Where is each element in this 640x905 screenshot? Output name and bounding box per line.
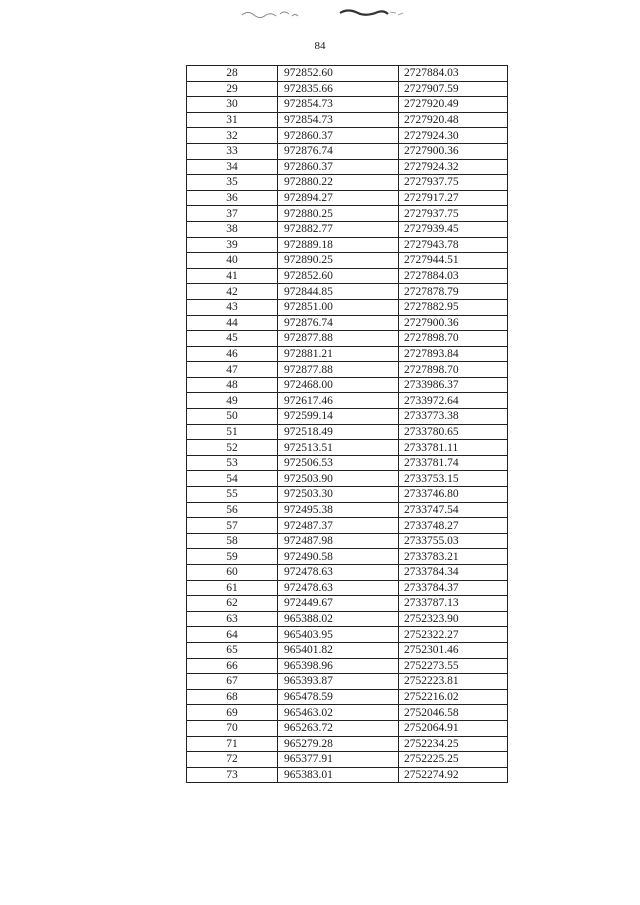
- table-row: [187, 705, 508, 721]
- table-row: [187, 424, 508, 440]
- table-row: [187, 253, 508, 269]
- point-number-cell: 62: [187, 596, 278, 612]
- table-row: [187, 315, 508, 331]
- point-number-cell: 28: [187, 66, 278, 82]
- point-number-cell: 58: [187, 533, 278, 549]
- y-coordinate-cell: 2733780.65: [399, 424, 508, 440]
- x-coordinate-cell: 972889.18: [278, 237, 399, 253]
- x-coordinate-cell: 965263.72: [278, 720, 399, 736]
- point-number-cell: 65: [187, 642, 278, 658]
- table-row: [187, 221, 508, 237]
- y-coordinate-cell: 2733753.15: [399, 471, 508, 487]
- table-row: [187, 112, 508, 128]
- table-row: [187, 642, 508, 658]
- point-number-cell: 68: [187, 689, 278, 705]
- x-coordinate-cell: 972894.27: [278, 190, 399, 206]
- y-coordinate-cell: 2727924.30: [399, 128, 508, 144]
- y-coordinate-cell: 2727898.70: [399, 362, 508, 378]
- table-row: [187, 143, 508, 159]
- x-coordinate-cell: 972854.73: [278, 112, 399, 128]
- x-coordinate-cell: 965398.96: [278, 658, 399, 674]
- table-row: [187, 580, 508, 596]
- x-coordinate-cell: 972468.00: [278, 377, 399, 393]
- table-row: [187, 128, 508, 144]
- x-coordinate-cell: 965279.28: [278, 736, 399, 752]
- y-coordinate-cell: 2752046.58: [399, 705, 508, 721]
- y-coordinate-cell: 2727920.48: [399, 112, 508, 128]
- y-coordinate-cell: 2733747.54: [399, 502, 508, 518]
- y-coordinate-cell: 2733773.38: [399, 409, 508, 425]
- x-coordinate-cell: 972513.51: [278, 440, 399, 456]
- x-coordinate-cell: 972490.58: [278, 549, 399, 565]
- table-row: [187, 487, 508, 503]
- point-number-cell: 35: [187, 175, 278, 191]
- table-row: [187, 471, 508, 487]
- y-coordinate-cell: 2727893.84: [399, 346, 508, 362]
- x-coordinate-cell: 965403.95: [278, 627, 399, 643]
- x-coordinate-cell: 972503.30: [278, 487, 399, 503]
- x-coordinate-cell: 965393.87: [278, 674, 399, 690]
- y-coordinate-cell: 2727924.32: [399, 159, 508, 175]
- table-row: [187, 331, 508, 347]
- x-coordinate-cell: 972876.74: [278, 143, 399, 159]
- point-number-cell: 36: [187, 190, 278, 206]
- y-coordinate-cell: 2752323.90: [399, 611, 508, 627]
- table-row: [187, 565, 508, 581]
- y-coordinate-cell: 2727937.75: [399, 175, 508, 191]
- point-number-cell: 43: [187, 299, 278, 315]
- y-coordinate-cell: 2733783.21: [399, 549, 508, 565]
- y-coordinate-cell: 2752301.46: [399, 642, 508, 658]
- x-coordinate-cell: 972880.25: [278, 206, 399, 222]
- table-row: [187, 237, 508, 253]
- x-coordinate-cell: 972852.60: [278, 66, 399, 82]
- page-number: 84: [314, 40, 326, 52]
- x-coordinate-cell: 972599.14: [278, 409, 399, 425]
- table-row: [187, 720, 508, 736]
- table-row: [187, 81, 508, 97]
- table-row: [187, 159, 508, 175]
- table-row: [187, 596, 508, 612]
- x-coordinate-cell: 972880.22: [278, 175, 399, 191]
- point-number-cell: 60: [187, 565, 278, 581]
- point-number-cell: 49: [187, 393, 278, 409]
- table-row: [187, 66, 508, 82]
- x-coordinate-cell: 972890.25: [278, 253, 399, 269]
- table-row: [187, 658, 508, 674]
- point-number-cell: 73: [187, 767, 278, 783]
- x-coordinate-cell: 972503.90: [278, 471, 399, 487]
- point-number-cell: 31: [187, 112, 278, 128]
- y-coordinate-cell: 2727917.27: [399, 190, 508, 206]
- y-coordinate-cell: 2752273.55: [399, 658, 508, 674]
- y-coordinate-cell: 2733784.37: [399, 580, 508, 596]
- x-coordinate-cell: 972844.85: [278, 284, 399, 300]
- point-number-cell: 67: [187, 674, 278, 690]
- x-coordinate-cell: 965383.01: [278, 767, 399, 783]
- y-coordinate-cell: 2727943.78: [399, 237, 508, 253]
- x-coordinate-cell: 965388.02: [278, 611, 399, 627]
- point-number-cell: 48: [187, 377, 278, 393]
- point-number-cell: 38: [187, 221, 278, 237]
- table-row: [187, 767, 508, 783]
- point-number-cell: 41: [187, 268, 278, 284]
- point-number-cell: 69: [187, 705, 278, 721]
- point-number-cell: 30: [187, 97, 278, 113]
- point-number-cell: 71: [187, 736, 278, 752]
- point-number-cell: 63: [187, 611, 278, 627]
- table-row: [187, 611, 508, 627]
- y-coordinate-cell: 2727937.75: [399, 206, 508, 222]
- y-coordinate-cell: 2733781.11: [399, 440, 508, 456]
- table-row: [187, 518, 508, 534]
- y-coordinate-cell: 2733784.34: [399, 565, 508, 581]
- y-coordinate-cell: 2727920.49: [399, 97, 508, 113]
- y-coordinate-cell: 2727882.95: [399, 299, 508, 315]
- point-number-cell: 61: [187, 580, 278, 596]
- point-number-cell: 37: [187, 206, 278, 222]
- point-number-cell: 54: [187, 471, 278, 487]
- table-row: [187, 299, 508, 315]
- y-coordinate-cell: 2733986.37: [399, 377, 508, 393]
- x-coordinate-cell: 972854.73: [278, 97, 399, 113]
- point-number-cell: 66: [187, 658, 278, 674]
- x-coordinate-cell: 972881.21: [278, 346, 399, 362]
- table-row: [187, 362, 508, 378]
- point-number-cell: 51: [187, 424, 278, 440]
- point-number-cell: 59: [187, 549, 278, 565]
- y-coordinate-cell: 2727884.03: [399, 66, 508, 82]
- x-coordinate-cell: 972877.88: [278, 331, 399, 347]
- point-number-cell: 44: [187, 315, 278, 331]
- table-row: [187, 455, 508, 471]
- point-number-cell: 57: [187, 518, 278, 534]
- point-number-cell: 64: [187, 627, 278, 643]
- point-number-cell: 70: [187, 720, 278, 736]
- y-coordinate-cell: 2727884.03: [399, 268, 508, 284]
- point-number-cell: 42: [187, 284, 278, 300]
- x-coordinate-cell: 972487.37: [278, 518, 399, 534]
- coordinates-table-body: [187, 66, 508, 783]
- table-row: [187, 268, 508, 284]
- table-row: [187, 206, 508, 222]
- y-coordinate-cell: 2733787.13: [399, 596, 508, 612]
- x-coordinate-cell: 972835.66: [278, 81, 399, 97]
- y-coordinate-cell: 2733781.74: [399, 455, 508, 471]
- table-row: [187, 346, 508, 362]
- table-row: [187, 674, 508, 690]
- table-row: [187, 393, 508, 409]
- point-number-cell: 32: [187, 128, 278, 144]
- x-coordinate-cell: 972487.98: [278, 533, 399, 549]
- y-coordinate-cell: 2727898.70: [399, 331, 508, 347]
- x-coordinate-cell: 972449.67: [278, 596, 399, 612]
- x-coordinate-cell: 972860.37: [278, 159, 399, 175]
- table-row: [187, 627, 508, 643]
- table-row: [187, 533, 508, 549]
- x-coordinate-cell: 965478.59: [278, 689, 399, 705]
- y-coordinate-cell: 2752216.02: [399, 689, 508, 705]
- x-coordinate-cell: 972478.63: [278, 565, 399, 581]
- point-number-cell: 34: [187, 159, 278, 175]
- table-row: [187, 284, 508, 300]
- table-row: [187, 689, 508, 705]
- point-number-cell: 39: [187, 237, 278, 253]
- point-number-cell: 46: [187, 346, 278, 362]
- table-row: [187, 549, 508, 565]
- x-coordinate-cell: 972877.88: [278, 362, 399, 378]
- y-coordinate-cell: 2752274.92: [399, 767, 508, 783]
- table-row: [187, 736, 508, 752]
- table-row: [187, 752, 508, 768]
- point-number-cell: 55: [187, 487, 278, 503]
- y-coordinate-cell: 2752223.81: [399, 674, 508, 690]
- point-number-cell: 53: [187, 455, 278, 471]
- x-coordinate-cell: 965401.82: [278, 642, 399, 658]
- y-coordinate-cell: 2727939.45: [399, 221, 508, 237]
- y-coordinate-cell: 2727900.36: [399, 143, 508, 159]
- point-number-cell: 52: [187, 440, 278, 456]
- header-stamp-mark: [240, 6, 410, 22]
- y-coordinate-cell: 2752064.91: [399, 720, 508, 736]
- y-coordinate-cell: 2727878.79: [399, 284, 508, 300]
- x-coordinate-cell: 972882.77: [278, 221, 399, 237]
- y-coordinate-cell: 2727900.36: [399, 315, 508, 331]
- table-row: [187, 440, 508, 456]
- y-coordinate-cell: 2733748.27: [399, 518, 508, 534]
- table-row: [187, 409, 508, 425]
- x-coordinate-cell: 972851.00: [278, 299, 399, 315]
- table-row: [187, 97, 508, 113]
- x-coordinate-cell: 972495.38: [278, 502, 399, 518]
- point-number-cell: 50: [187, 409, 278, 425]
- table-row: [187, 175, 508, 191]
- x-coordinate-cell: 965463.02: [278, 705, 399, 721]
- y-coordinate-cell: 2727907.59: [399, 81, 508, 97]
- y-coordinate-cell: 2733972.64: [399, 393, 508, 409]
- x-coordinate-cell: 972876.74: [278, 315, 399, 331]
- x-coordinate-cell: 972506.53: [278, 455, 399, 471]
- y-coordinate-cell: 2727944.51: [399, 253, 508, 269]
- y-coordinate-cell: 2752225.25: [399, 752, 508, 768]
- table-row: [187, 190, 508, 206]
- point-number-cell: 72: [187, 752, 278, 768]
- x-coordinate-cell: 972617.46: [278, 393, 399, 409]
- point-number-cell: 56: [187, 502, 278, 518]
- y-coordinate-cell: 2733746.80: [399, 487, 508, 503]
- point-number-cell: 40: [187, 253, 278, 269]
- point-number-cell: 45: [187, 331, 278, 347]
- coordinates-table: [186, 65, 508, 783]
- x-coordinate-cell: 972852.60: [278, 268, 399, 284]
- table-row: [187, 377, 508, 393]
- y-coordinate-cell: 2752322.27: [399, 627, 508, 643]
- x-coordinate-cell: 972478.63: [278, 580, 399, 596]
- point-number-cell: 29: [187, 81, 278, 97]
- x-coordinate-cell: 965377.91: [278, 752, 399, 768]
- y-coordinate-cell: 2752234.25: [399, 736, 508, 752]
- x-coordinate-cell: 972860.37: [278, 128, 399, 144]
- y-coordinate-cell: 2733755.03: [399, 533, 508, 549]
- table-row: [187, 502, 508, 518]
- point-number-cell: 47: [187, 362, 278, 378]
- x-coordinate-cell: 972518.49: [278, 424, 399, 440]
- point-number-cell: 33: [187, 143, 278, 159]
